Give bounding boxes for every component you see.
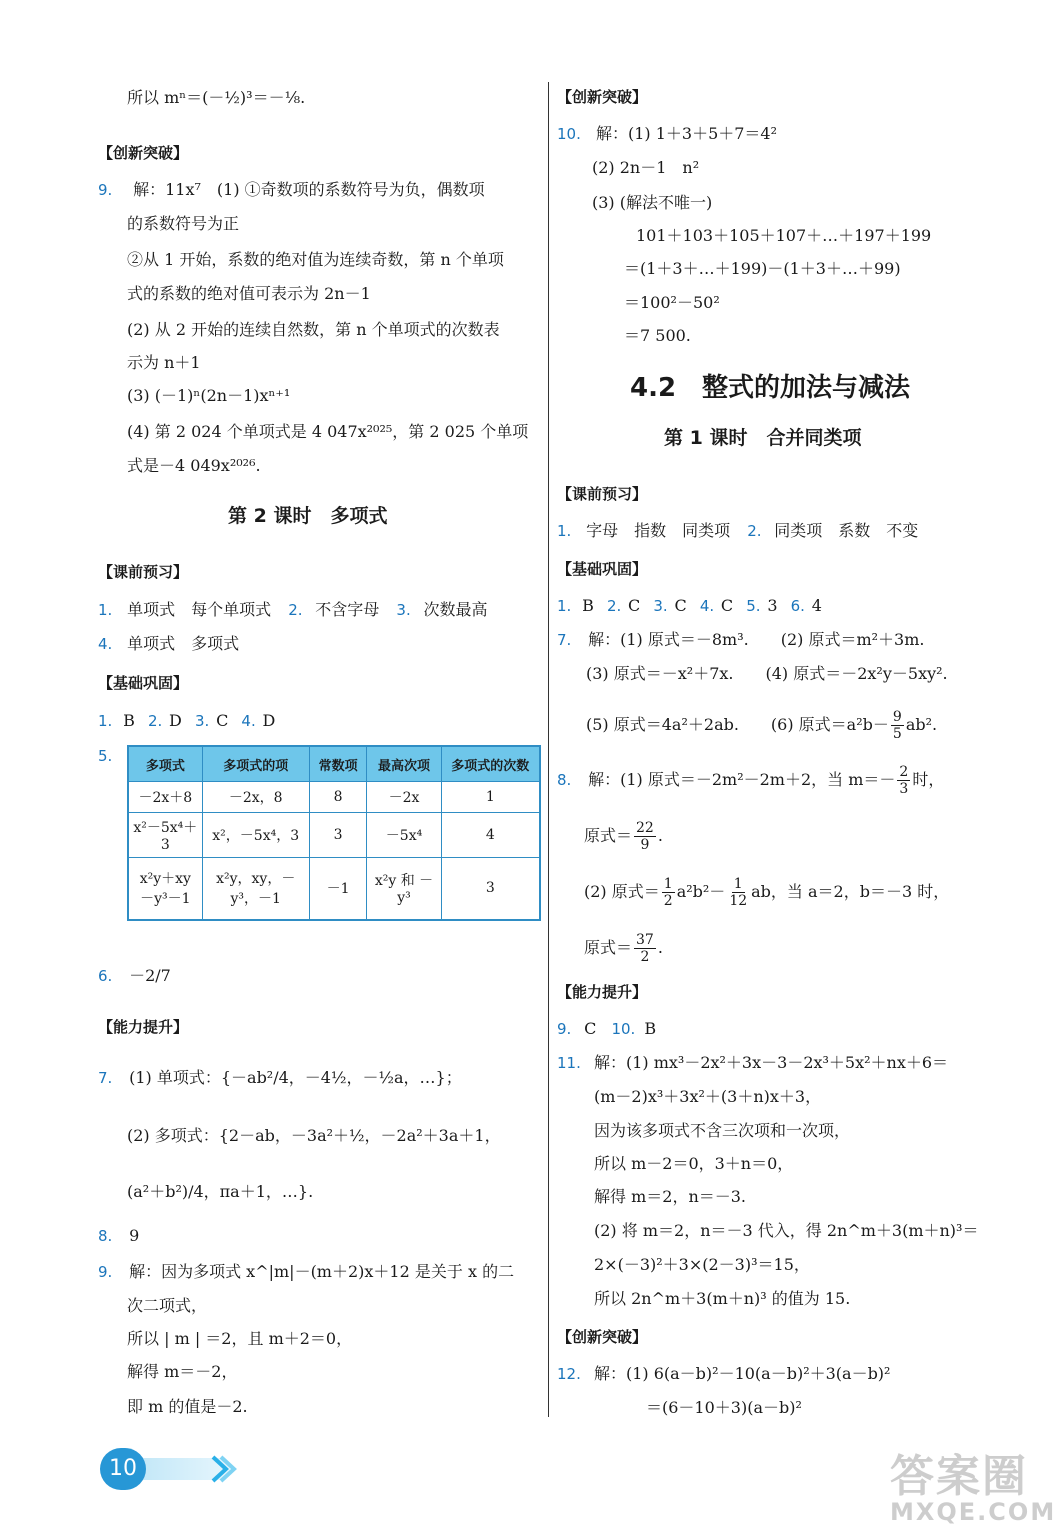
answer-row: 原式＝ $\frac{37}{2}$ . bbox=[584, 932, 663, 965]
page-number-badge bbox=[100, 1448, 240, 1490]
answer-row bbox=[584, 876, 949, 909]
section-heading: 【创新突破】 bbox=[98, 144, 189, 162]
answer-text: (1) 单项式：{－ab²/4，－4½，－½a，…}； bbox=[129, 1068, 462, 1087]
answer-row bbox=[557, 521, 918, 541]
answer-text: (3) 原式＝－x²＋7x. (4) 原式＝－2x²y－5xy². bbox=[586, 664, 948, 683]
answer-text: 解：(1) 6(a－b)²－10(a－b)²＋3(a－b)² bbox=[593, 1364, 891, 1383]
table-header: 多项式的次数 bbox=[441, 746, 540, 782]
answer-text: B bbox=[123, 711, 135, 730]
fraction: $\frac{1}{12}$ bbox=[729, 876, 748, 909]
question-number: 1. bbox=[98, 601, 113, 619]
answer-row bbox=[557, 596, 822, 616]
question-number: 3. bbox=[396, 601, 411, 619]
question-number: 4. bbox=[699, 597, 715, 615]
fraction: $\frac{9}{5}$ bbox=[892, 709, 902, 742]
question-number: 7. bbox=[98, 1069, 113, 1087]
answer-text: 解：因为多项式 x^|m|－(m＋2)x＋12 是关于 x 的二 bbox=[129, 1262, 515, 1281]
answer-row bbox=[557, 124, 777, 144]
table-header: 常数项 bbox=[309, 746, 367, 782]
answer-text: ＝(6－10＋3)(a－b)² bbox=[646, 1398, 802, 1417]
answer-text: 101＋103＋105＋107＋…＋197＋199 bbox=[636, 226, 932, 245]
watermark-text: 答案圈 bbox=[890, 1451, 1028, 1502]
answer-row bbox=[557, 630, 924, 650]
answer-text: (m－2)x³＋3x²＋(3＋n)x＋3， bbox=[594, 1087, 822, 1106]
answer-row bbox=[98, 1068, 462, 1088]
answer-text: 所以 2n^m＋3(m＋n)³ 的值为 15. bbox=[594, 1289, 851, 1308]
answer-text: ＝7 500. bbox=[624, 326, 691, 345]
watermark-logo bbox=[890, 1440, 1057, 1530]
answer-text: (3) (－1)ⁿ(2n－1)xⁿ⁺¹ bbox=[127, 386, 291, 405]
answer-text: 的系数符号为正 bbox=[127, 214, 240, 233]
answer-text: 解得 m＝2，n＝－3. bbox=[594, 1187, 747, 1206]
answer-text: D bbox=[262, 711, 276, 730]
table-cell: 3 bbox=[309, 813, 367, 858]
table-cell: 1 bbox=[441, 782, 540, 813]
answer-text: 单项式 每个单项式 bbox=[127, 600, 272, 619]
question-number: 8. bbox=[98, 1227, 113, 1245]
question-number: 9. bbox=[98, 1263, 113, 1281]
question-number: 4. bbox=[241, 712, 256, 730]
answer-text: (a²＋b²)/4，πa＋1，…}. bbox=[127, 1182, 314, 1201]
answer-line: 所以 mⁿ＝(－½)³＝－⅛. bbox=[127, 88, 306, 107]
answer-text: B bbox=[644, 1019, 657, 1038]
answer-text: 原式＝ bbox=[584, 826, 633, 845]
answer-text: (2) 多项式：{2－ab，－3a²＋½，－2a²＋3a＋1， bbox=[127, 1126, 501, 1145]
answer-row bbox=[557, 1019, 656, 1039]
question-number: 6. bbox=[98, 967, 113, 985]
table-header: 多项式 bbox=[128, 746, 202, 782]
answer-text: ＝(1＋3＋…＋199)－(1＋3＋…＋99) bbox=[624, 259, 901, 278]
answer-row bbox=[557, 1364, 890, 1384]
table-cell: －2x＋8 bbox=[128, 782, 202, 813]
section-heading: 【基础巩固】 bbox=[557, 560, 648, 578]
table-cell: －1 bbox=[309, 858, 367, 920]
question-number: 9. bbox=[557, 1020, 572, 1038]
answer-row bbox=[586, 709, 937, 742]
question-number: 2. bbox=[288, 601, 303, 619]
answer-text: 同类项 系数 不变 bbox=[774, 521, 919, 540]
question-number: 12. bbox=[557, 1365, 581, 1383]
answer-text: 次数最高 bbox=[423, 600, 488, 619]
page-number: 10 bbox=[100, 1448, 146, 1490]
answer-text: C bbox=[674, 596, 687, 615]
answer-row bbox=[98, 600, 488, 620]
table-cell: 8 bbox=[309, 782, 367, 813]
table-cell: －2x bbox=[367, 782, 441, 813]
section-heading: 【能力提升】 bbox=[557, 983, 648, 1001]
question-number: 1. bbox=[98, 712, 113, 730]
question-number: 9. bbox=[98, 181, 113, 199]
table-cell: x²y 和 －y³ bbox=[367, 858, 441, 920]
question-number: 11. bbox=[557, 1054, 581, 1072]
answer-text: C bbox=[584, 1019, 597, 1038]
answer-text: C bbox=[216, 711, 229, 730]
answer-text: 解：(1) 原式＝－2m²－2m＋2，当 m＝－ bbox=[588, 770, 896, 789]
question-number: 2. bbox=[606, 597, 622, 615]
table-row bbox=[128, 858, 540, 920]
answer-text: 解得 m＝－2， bbox=[127, 1362, 238, 1381]
answer-text: 解：(1) 原式＝－8m³. (2) 原式＝m²＋3m. bbox=[588, 630, 925, 649]
answer-text: ab，当 a＝2，b＝－3 时， bbox=[751, 882, 950, 901]
answer-text: C bbox=[628, 596, 641, 615]
answer-row: 原式＝ $\frac{22}{9}$ . bbox=[584, 820, 663, 853]
answer-text: 示为 n＋1 bbox=[127, 353, 201, 372]
answer-text: 时， bbox=[912, 770, 945, 789]
answer-row bbox=[557, 764, 944, 797]
question-number: 1. bbox=[557, 522, 572, 540]
answer-text: 次二项式， bbox=[127, 1296, 208, 1315]
answer-text: a²b²－ bbox=[676, 882, 726, 901]
answer-text: ＝100²－50² bbox=[624, 293, 720, 312]
answer-row bbox=[98, 1262, 514, 1282]
fraction: $\frac{1}{2}$ bbox=[663, 876, 673, 909]
table-cell: x²y，xy，－y³，－1 bbox=[202, 858, 309, 920]
chapter-title: 4.2 整式的加法与减法 bbox=[630, 373, 911, 403]
answer-row bbox=[98, 1226, 139, 1246]
answer-text: (3) (解法不唯一) bbox=[592, 193, 713, 212]
watermark-url: MXQE.COM bbox=[890, 1498, 1057, 1526]
question-number: 10. bbox=[611, 1020, 636, 1038]
table-cell: －2x，8 bbox=[202, 782, 309, 813]
chevron-right-icon bbox=[208, 1454, 238, 1484]
section-heading: 【能力提升】 bbox=[98, 1018, 189, 1036]
answer-text: 2×(－3)²＋3×(2－3)³＝15， bbox=[594, 1255, 810, 1274]
answer-text: B bbox=[582, 596, 594, 615]
answer-text: D bbox=[169, 711, 182, 730]
answer-text: 原式＝ bbox=[584, 938, 633, 957]
answer-row bbox=[98, 634, 239, 654]
section-heading: 【课前预习】 bbox=[557, 485, 648, 503]
answer-text: (2) 2n－1 n² bbox=[592, 158, 700, 177]
question-number: 5. bbox=[746, 597, 761, 615]
answer-text: (5) 原式＝4a²＋2ab. (6) 原式＝a²b－ bbox=[586, 715, 889, 734]
answer-text: 3 bbox=[767, 596, 778, 615]
question-number: 2. bbox=[747, 522, 762, 540]
table-row bbox=[128, 782, 540, 813]
answer-text: 字母 指数 同类项 bbox=[586, 521, 731, 540]
fraction: $\frac{2}{3}$ bbox=[899, 764, 909, 797]
answer-9 bbox=[98, 180, 485, 200]
table-row bbox=[128, 813, 540, 858]
question-number: 3. bbox=[653, 597, 668, 615]
question-number: 2. bbox=[147, 712, 163, 730]
fraction: $\frac{22}{9}$ bbox=[636, 820, 654, 853]
table-cell: 4 bbox=[441, 813, 540, 858]
answer-text: ②从 1 开始，系数的绝对值为连续奇数，第 n 个单项 bbox=[127, 250, 504, 269]
section-heading: 【课前预习】 bbox=[98, 563, 189, 581]
answer-text: (4) 第 2 024 个单项式是 4 047x²⁰²⁵，第 2 025 个单项 bbox=[127, 422, 529, 441]
question-number: 3. bbox=[194, 712, 210, 730]
question-number: 7. bbox=[557, 631, 572, 649]
section-heading: 【创新突破】 bbox=[557, 1328, 648, 1346]
answer-text: 式是－4 049x²⁰²⁶. bbox=[127, 456, 261, 475]
table-cell: 3 bbox=[441, 858, 540, 920]
answer-text: 所以 | m | ＝2，且 m＋2＝0， bbox=[127, 1329, 353, 1348]
answer-text: 4 bbox=[811, 596, 822, 615]
question-number: 5. bbox=[98, 747, 113, 765]
answer-text: 不含字母 bbox=[315, 600, 380, 619]
answer-text: 解：(1) 1＋3＋5＋7＝4² bbox=[595, 124, 778, 143]
polynomial-table bbox=[127, 745, 541, 921]
answer-text: (2) 将 m＝2，n＝－3 代入，得 2n^m＋3(m＋n)³＝ bbox=[594, 1221, 979, 1240]
answer-text: －2/7 bbox=[129, 966, 171, 985]
answer-row bbox=[98, 966, 171, 986]
answer-text: 式的系数的绝对值可表示为 2n－1 bbox=[127, 284, 371, 303]
section-heading: 【创新突破】 bbox=[557, 88, 648, 106]
question-number: 8. bbox=[557, 771, 572, 789]
question-number: 4. bbox=[98, 635, 113, 653]
answer-text: 单项式 多项式 bbox=[127, 634, 240, 653]
answer-text: 解：(1) mx³－2x²＋3x－3－2x³＋5x²＋nx＋6＝ bbox=[593, 1053, 949, 1072]
lesson-title: 第 1 课时 合并同类项 bbox=[664, 427, 862, 449]
question-number: 10. bbox=[557, 125, 581, 143]
table-header: 多项式的项 bbox=[202, 746, 309, 782]
answer-text: 所以 m－2＝0，3＋n＝0， bbox=[594, 1154, 794, 1173]
answer-text: 9 bbox=[129, 1226, 140, 1245]
table-cell: x²y＋xy－y³－1 bbox=[128, 858, 202, 920]
question-number: 1. bbox=[557, 597, 572, 615]
lesson-title: 第 2 课时 多项式 bbox=[228, 505, 388, 527]
table-cell: x²，－5x⁴，3 bbox=[202, 813, 309, 858]
table-header: 最高次项 bbox=[367, 746, 441, 782]
answer-text: ab². bbox=[905, 715, 938, 734]
answer-text: 即 m 的值是－2. bbox=[127, 1397, 248, 1416]
question-number: 6. bbox=[790, 597, 805, 615]
table-cell: x²－5x⁴＋3 bbox=[128, 813, 202, 858]
answer-text: 因为该多项式不含三次项和一次项， bbox=[594, 1121, 851, 1140]
answer-text: C bbox=[720, 596, 734, 615]
column-divider bbox=[548, 82, 549, 1417]
answer-row bbox=[557, 1053, 948, 1073]
answer-text: 解：11x⁷ (1) ①奇数项的系数符号为负，偶数项 bbox=[133, 180, 485, 199]
table-cell: －5x⁴ bbox=[367, 813, 441, 858]
answer-row bbox=[98, 711, 275, 731]
fraction: $\frac{37}{2}$ bbox=[636, 932, 654, 965]
section-heading: 【基础巩固】 bbox=[98, 674, 189, 692]
answer-text: (2) 原式＝ bbox=[584, 882, 660, 901]
answer-text: (2) 从 2 开始的连续自然数，第 n 个单项式的次数表 bbox=[127, 320, 500, 339]
